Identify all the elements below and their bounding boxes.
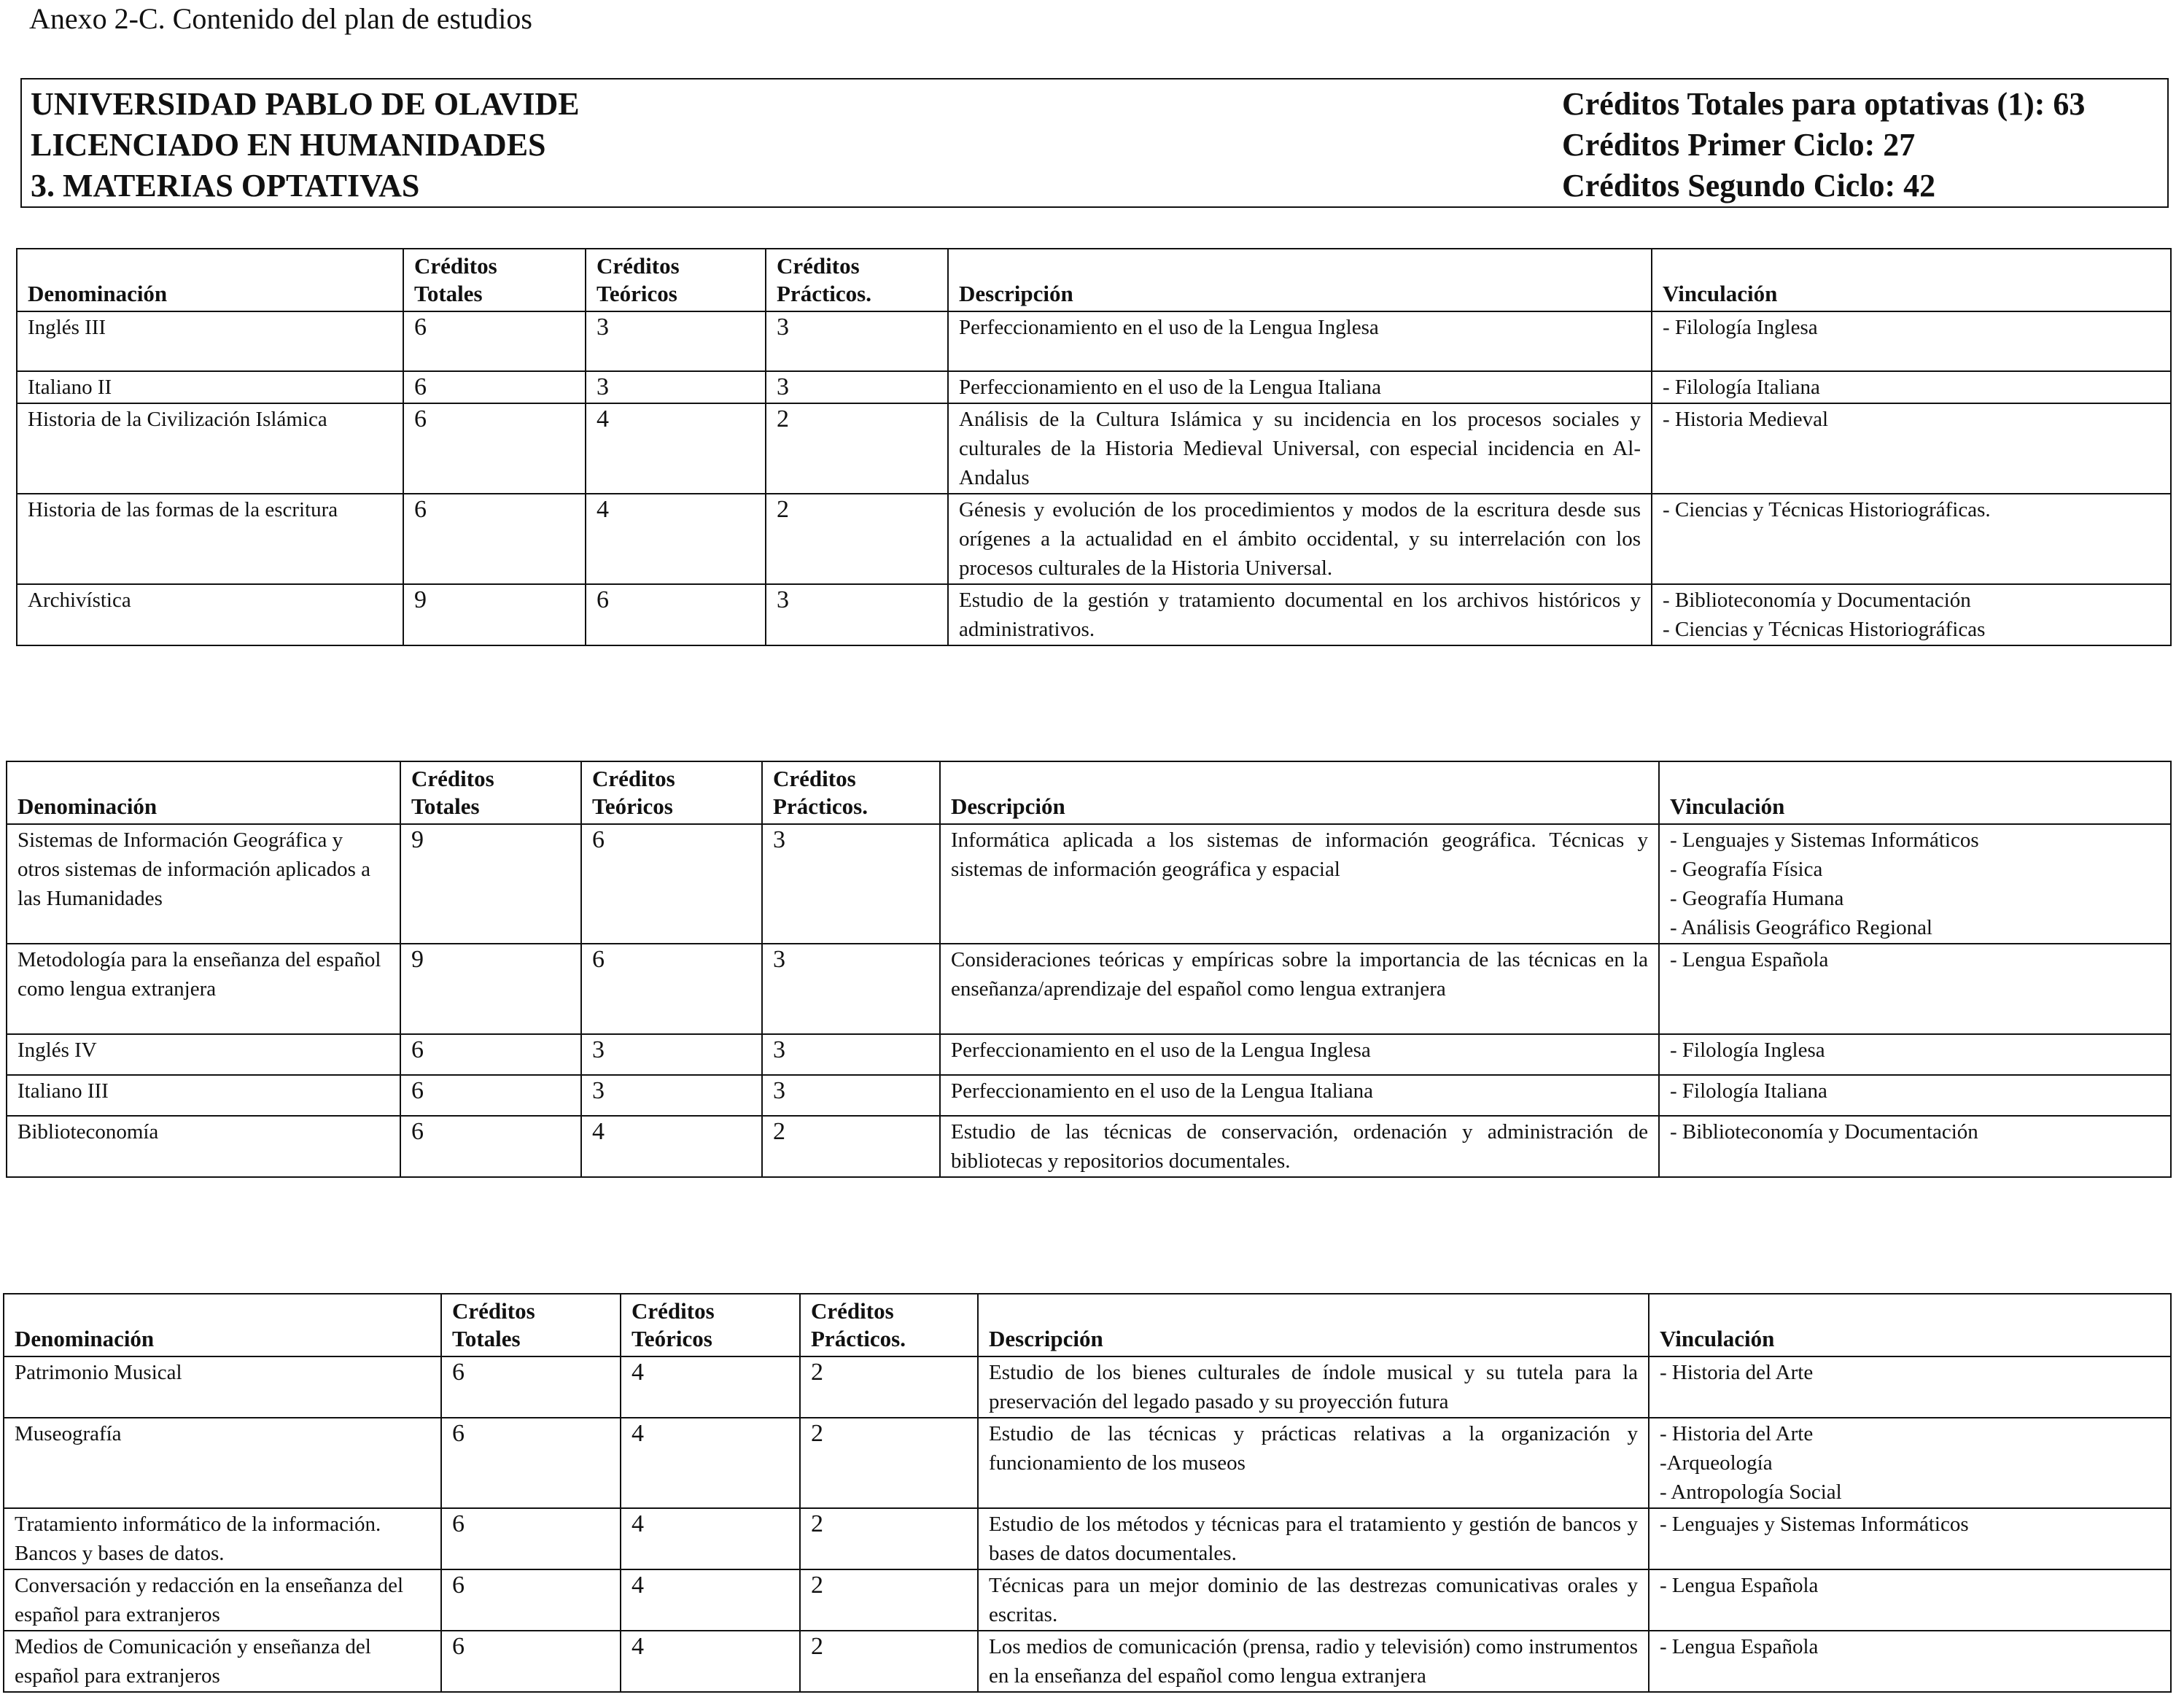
credits-practice: 2 <box>800 1569 978 1631</box>
course-vinculacion <box>1652 403 2171 494</box>
course-name: Inglés IV <box>7 1034 400 1075</box>
credits-practice: 3 <box>762 824 940 944</box>
credits-theory: 3 <box>586 311 766 371</box>
credits-theory: 4 <box>586 494 766 584</box>
vinculacion-item: - Lengua Española <box>1670 948 1829 971</box>
credits-total: 6 <box>441 1508 621 1569</box>
table-row <box>7 1116 2171 1177</box>
col-vinculacion: Vinculación <box>1652 249 2171 311</box>
credits-theory: 4 <box>621 1508 800 1569</box>
vinculacion-item: -Arqueología <box>1660 1451 1773 1475</box>
table-header-row <box>7 761 2171 824</box>
course-description: Estudio de los métodos y técnicas para el tratamiento y gestión de bancos y bases de datos documentales. <box>978 1508 1649 1569</box>
credits-total: 6 <box>400 1075 581 1116</box>
vinculacion-item: - Ciencias y Técnicas Historiográficas. <box>1663 498 1991 521</box>
credits-total: 6 <box>403 494 586 584</box>
credits-practice: 3 <box>762 944 940 1034</box>
vinculacion-item: - Lengua Española <box>1660 1574 1819 1597</box>
course-name: Biblioteconomía <box>7 1116 400 1177</box>
vinculacion-item: - Filología Italiana <box>1670 1079 1827 1103</box>
vinculacion-item: - Historia del Arte <box>1660 1361 1814 1384</box>
table-row <box>17 403 2171 494</box>
course-vinculacion <box>1659 944 2171 1034</box>
header-left <box>31 84 580 206</box>
col-creditos-totales: Créditos Totales <box>441 1294 621 1356</box>
course-description: Perfeccionamiento en el uso de la Lengua Inglesa <box>940 1034 1659 1075</box>
credits-practice: 2 <box>762 1116 940 1177</box>
table-row <box>4 1508 2171 1569</box>
course-name: Historia de las formas de la escritura <box>17 494 403 584</box>
course-description: Estudio de las técnicas de conservación, ordenación y administración de bibliotecas y repositorios documentales. <box>940 1116 1659 1177</box>
vinculacion-item: - Lenguajes y Sistemas Informáticos <box>1670 828 1979 852</box>
vinculacion-item: - Geografía Humana <box>1670 887 1844 910</box>
table-row <box>17 371 2171 403</box>
vinculacion-item: - Filología Inglesa <box>1670 1039 1825 1062</box>
course-name: Italiano II <box>17 371 403 403</box>
col-denominacion: Denominación <box>7 761 400 824</box>
col-creditos-practicos: Créditos Prácticos. <box>762 761 940 824</box>
vinculacion-item: - Lengua Española <box>1660 1635 1819 1658</box>
col-creditos-teoricos: Créditos Teóricos <box>586 249 766 311</box>
course-name: Conversación y redacción en la enseñanza del español para extranjeros <box>4 1569 441 1631</box>
course-description: Perfeccionamiento en el uso de la Lengua Italiana <box>940 1075 1659 1116</box>
col-denominacion: Denominación <box>17 249 403 311</box>
course-vinculacion <box>1649 1356 2171 1418</box>
credits-theory: 4 <box>586 403 766 494</box>
credits-total: 6 <box>400 1034 581 1075</box>
credits-theory: 3 <box>581 1034 762 1075</box>
course-vinculacion <box>1649 1569 2171 1631</box>
course-description: Técnicas para un mejor dominio de las destrezas comunicativas orales y escritas. <box>978 1569 1649 1631</box>
table-row <box>4 1631 2171 1692</box>
credits-total: 9 <box>403 584 586 645</box>
header-box <box>20 78 2169 208</box>
course-name: Sistemas de Información Geográfica y otros sistemas de información aplicados a las Humanidades <box>7 824 400 944</box>
course-vinculacion <box>1659 824 2171 944</box>
course-description: Estudio de la gestión y tratamiento documental en los archivos históricos y administrativos. <box>948 584 1652 645</box>
course-name: Museografía <box>4 1418 441 1508</box>
course-description: Perfeccionamiento en el uso de la Lengua Italiana <box>948 371 1652 403</box>
credits-practice: 2 <box>800 1631 978 1692</box>
course-name: Metodología para la enseñanza del español como lengua extranjera <box>7 944 400 1034</box>
credits-theory: 6 <box>581 824 762 944</box>
credits-theory: 6 <box>581 944 762 1034</box>
table-header-row <box>4 1294 2171 1356</box>
courses-table-3 <box>3 1293 2172 1693</box>
vinculacion-item: - Biblioteconomía y Documentación <box>1670 1120 1978 1144</box>
credits-total: 9 <box>400 944 581 1034</box>
col-vinculacion: Vinculación <box>1659 761 2171 824</box>
vinculacion-item: - Geografía Física <box>1670 858 1823 881</box>
credits-total: Créditos Totales para optativas (1): 63 <box>1562 86 2086 122</box>
credits-practice: 3 <box>766 584 948 645</box>
courses-table-2 <box>6 761 2172 1178</box>
vinculacion-item: - Filología Italiana <box>1663 376 1820 399</box>
table-row <box>7 1034 2171 1075</box>
vinculacion-item: - Biblioteconomía y Documentación <box>1663 589 1971 612</box>
credits-practice: 3 <box>766 311 948 371</box>
credits-practice: 2 <box>800 1418 978 1508</box>
course-vinculacion <box>1659 1116 2171 1177</box>
credits-total: 6 <box>441 1631 621 1692</box>
credits-total: 6 <box>403 403 586 494</box>
vinculacion-item: - Filología Inglesa <box>1663 316 1818 339</box>
annex-title: Anexo 2-C. Contenido del plan de estudios <box>29 2 532 35</box>
degree-name: LICENCIADO EN HUMANIDADES <box>31 127 546 163</box>
course-vinculacion <box>1649 1631 2171 1692</box>
credits-practice: 3 <box>766 371 948 403</box>
course-vinculacion <box>1659 1075 2171 1116</box>
course-description: Los medios de comunicación (prensa, radio y televisión) como instrumentos en la enseñanza del español como lengua extranjera <box>978 1631 1649 1692</box>
col-vinculacion: Vinculación <box>1649 1294 2171 1356</box>
header-credits <box>1562 84 2085 206</box>
credits-practice: 2 <box>800 1356 978 1418</box>
course-vinculacion <box>1652 311 2171 371</box>
table-row <box>7 944 2171 1034</box>
credits-practice: 3 <box>762 1034 940 1075</box>
table-row <box>4 1569 2171 1631</box>
vinculacion-item: - Lenguajes y Sistemas Informáticos <box>1660 1513 1969 1536</box>
course-name: Historia de la Civilización Islámica <box>17 403 403 494</box>
course-description: Estudio de los bienes culturales de índole musical y su tutela para la preservación del legado pasado y su proyección futura <box>978 1356 1649 1418</box>
credits-practice: 3 <box>762 1075 940 1116</box>
vinculacion-item: - Antropología Social <box>1660 1480 1842 1504</box>
credits-total: 9 <box>400 824 581 944</box>
credits-theory: 4 <box>621 1631 800 1692</box>
course-description: Perfeccionamiento en el uso de la Lengua Inglesa <box>948 311 1652 371</box>
course-description: Análisis de la Cultura Islámica y su incidencia en los procesos sociales y culturales de la Historia Medieval Universal, con especial incidencia en Al-Andalus <box>948 403 1652 494</box>
course-description: Consideraciones teóricas y empíricas sobre la importancia de las técnicas en la enseñanza/aprendizaje del español como lengua extranjera <box>940 944 1659 1034</box>
credits-theory: 6 <box>586 584 766 645</box>
course-vinculacion <box>1649 1418 2171 1508</box>
course-description: Informática aplicada a los sistemas de información geográfica. Técnicas y sistemas de información geográfica y espacial <box>940 824 1659 944</box>
col-denominacion: Denominación <box>4 1294 441 1356</box>
course-description: Génesis y evolución de los procedimientos y modos de la escritura desde sus orígenes a la actualidad en el ámbito occidental, y su interrelación con los procesos culturales de la Historia Universal. <box>948 494 1652 584</box>
credits-theory: 4 <box>581 1116 762 1177</box>
credits-theory: 4 <box>621 1569 800 1631</box>
table-header-row <box>17 249 2171 311</box>
credits-total: 6 <box>441 1418 621 1508</box>
table-row <box>17 311 2171 371</box>
course-description: Estudio de las técnicas y prácticas relativas a la organización y funcionamiento de los museos <box>978 1418 1649 1508</box>
university-name: UNIVERSIDAD PABLO DE OLAVIDE <box>31 86 580 122</box>
vinculacion-item: - Ciencias y Técnicas Historiográficas <box>1663 618 1986 641</box>
col-creditos-teoricos: Créditos Teóricos <box>621 1294 800 1356</box>
credits-practice: 2 <box>766 403 948 494</box>
col-creditos-practicos: Créditos Prácticos. <box>766 249 948 311</box>
vinculacion-item: - Historia del Arte <box>1660 1422 1814 1445</box>
credits-first-cycle: Créditos Primer Ciclo: 27 <box>1562 127 1916 163</box>
table-row <box>4 1418 2171 1508</box>
credits-practice: 2 <box>800 1508 978 1569</box>
credits-practice: 2 <box>766 494 948 584</box>
course-name: Tratamiento informático de la información. Bancos y bases de datos. <box>4 1508 441 1569</box>
course-name: Archivística <box>17 584 403 645</box>
vinculacion-item: - Análisis Geográfico Regional <box>1670 916 1932 939</box>
credits-total: 6 <box>441 1569 621 1631</box>
col-descripcion: Descripción <box>940 761 1659 824</box>
col-creditos-teoricos: Créditos Teóricos <box>581 761 762 824</box>
table-row <box>7 824 2171 944</box>
section-title: 3. MATERIAS OPTATIVAS <box>31 168 420 203</box>
credits-total: 6 <box>403 371 586 403</box>
credits-total: 6 <box>441 1356 621 1418</box>
table-row <box>17 494 2171 584</box>
credits-second-cycle: Créditos Segundo Ciclo: 42 <box>1562 168 1936 203</box>
course-vinculacion <box>1652 584 2171 645</box>
credits-theory: 4 <box>621 1418 800 1508</box>
table-row <box>4 1356 2171 1418</box>
course-vinculacion <box>1652 494 2171 584</box>
courses-table-1 <box>16 248 2172 646</box>
col-creditos-practicos: Créditos Prácticos. <box>800 1294 978 1356</box>
credits-theory: 3 <box>581 1075 762 1116</box>
table-row <box>17 584 2171 645</box>
course-vinculacion <box>1659 1034 2171 1075</box>
credits-total: 6 <box>403 311 586 371</box>
credits-total: 6 <box>400 1116 581 1177</box>
col-descripcion: Descripción <box>948 249 1652 311</box>
col-creditos-totales: Créditos Totales <box>400 761 581 824</box>
course-name: Inglés III <box>17 311 403 371</box>
course-name: Patrimonio Musical <box>4 1356 441 1418</box>
credits-theory: 4 <box>621 1356 800 1418</box>
col-descripcion: Descripción <box>978 1294 1649 1356</box>
course-vinculacion <box>1649 1508 2171 1569</box>
vinculacion-item: - Historia Medieval <box>1663 408 1829 431</box>
course-vinculacion <box>1652 371 2171 403</box>
course-name: Medios de Comunicación y enseñanza del español para extranjeros <box>4 1631 441 1692</box>
credits-theory: 3 <box>586 371 766 403</box>
col-creditos-totales: Créditos Totales <box>403 249 586 311</box>
table-row <box>7 1075 2171 1116</box>
course-name: Italiano III <box>7 1075 400 1116</box>
